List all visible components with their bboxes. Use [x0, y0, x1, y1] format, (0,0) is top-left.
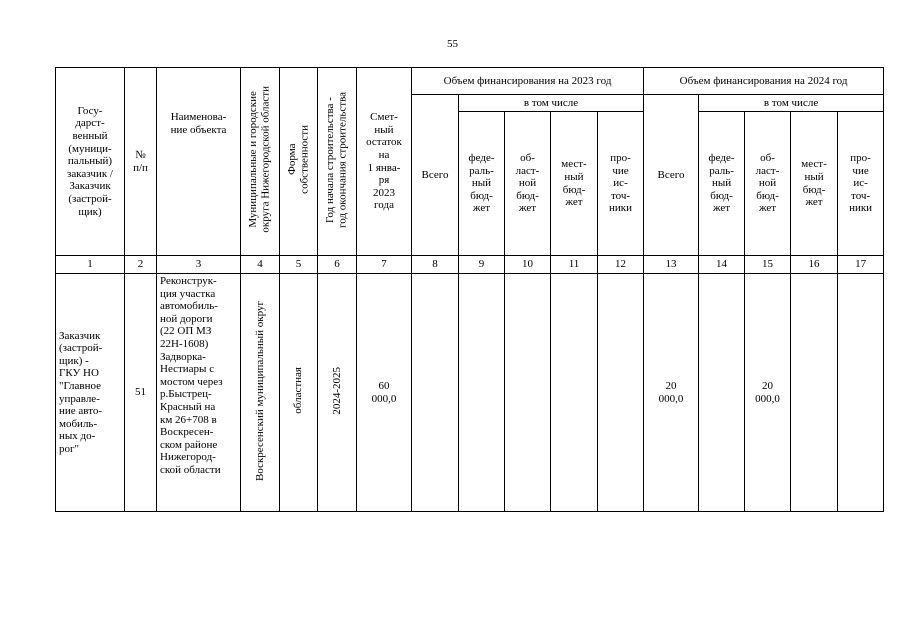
column-number: 11 [551, 256, 598, 274]
cell-object-name: Реконструк- ция участка автомобиль- ной дороги (22 ОП МЗ 22Н-1608) Задворка- Нестиары с мостом через р.Быстрец- Красный на км 26+708 в Воскресен- ском районе Нижегород- ской области [157, 274, 241, 512]
financing-table [55, 67, 884, 512]
column-number: 6 [318, 256, 357, 274]
cell-customer: Заказчик (застрой- щик) - ГКУ НО "Главное управле- ние авто- мобиль- ных до- рог" [56, 274, 125, 512]
header-estimate: Смет- ный остаток на 1 янва- ря 2023 года [357, 68, 412, 256]
column-number: 15 [745, 256, 791, 274]
header-num: № п/п [125, 68, 157, 256]
cell-total-2023 [412, 274, 459, 512]
cell-other-2024 [838, 274, 884, 512]
column-number: 4 [241, 256, 280, 274]
header-regional-2024: об- ласт- ной бюд- жет [745, 112, 791, 256]
column-number: 13 [644, 256, 699, 274]
column-number: 9 [459, 256, 505, 274]
column-number: 3 [157, 256, 241, 274]
column-number: 5 [280, 256, 318, 274]
header-including-2024: в том числе [699, 95, 884, 112]
header-other-2024: про- чие ис- точ- ники [838, 112, 884, 256]
header-regional-2023: об- ласт- ной бюд- жет [505, 112, 551, 256]
column-number: 12 [598, 256, 644, 274]
column-number: 10 [505, 256, 551, 274]
header-customer: Госу- дарст- венный (муници- пальный) заказчик / Заказчик (застрой- щик) [56, 68, 125, 256]
table-row [56, 274, 884, 512]
cell-federal-2023 [459, 274, 505, 512]
header-object-name: Наименова- ние объекта [157, 68, 241, 256]
header-municipality: Муниципальные и городские округа Нижегородской области [241, 68, 280, 256]
cell-ownership: областная [280, 274, 318, 512]
cell-municipality: Воскресенский муниципальный округ [241, 274, 280, 512]
column-number: 16 [791, 256, 838, 274]
header-total-2024: Всего [644, 95, 699, 256]
page-number: 55 [447, 38, 458, 50]
header-local-2023: мест- ный бюд- жет [551, 112, 598, 256]
header-other-2023: про- чие ис- точ- ники [598, 112, 644, 256]
cell-federal-2024 [699, 274, 745, 512]
cell-regional-2023 [505, 274, 551, 512]
cell-other-2023 [598, 274, 644, 512]
header-including-2023: в том числе [459, 95, 644, 112]
cell-years: 2024-2025 [318, 274, 357, 512]
column-number-row [56, 256, 884, 274]
column-number: 7 [357, 256, 412, 274]
cell-local-2024 [791, 274, 838, 512]
header-total-2023: Всего [412, 95, 459, 256]
cell-total-2024: 20 000,0 [644, 274, 699, 512]
header-fin-2024: Объем финансирования на 2024 год [644, 68, 884, 95]
header-federal-2024: феде- раль- ный бюд- жет [699, 112, 745, 256]
cell-regional-2024: 20 000,0 [745, 274, 791, 512]
column-number: 2 [125, 256, 157, 274]
cell-num: 51 [125, 274, 157, 512]
header-years: Год начала строительства - год окончания строительства [318, 68, 357, 256]
column-number: 8 [412, 256, 459, 274]
column-number: 1 [56, 256, 125, 274]
header-ownership: Форма собственности [280, 68, 318, 256]
header-local-2024: мест- ный бюд- жет [791, 112, 838, 256]
header-federal-2023: феде- раль- ный бюд- жет [459, 112, 505, 256]
header-fin-2023: Объем финансирования на 2023 год [412, 68, 644, 95]
column-number: 14 [699, 256, 745, 274]
cell-estimate: 60 000,0 [357, 274, 412, 512]
cell-local-2023 [551, 274, 598, 512]
column-number: 17 [838, 256, 884, 274]
